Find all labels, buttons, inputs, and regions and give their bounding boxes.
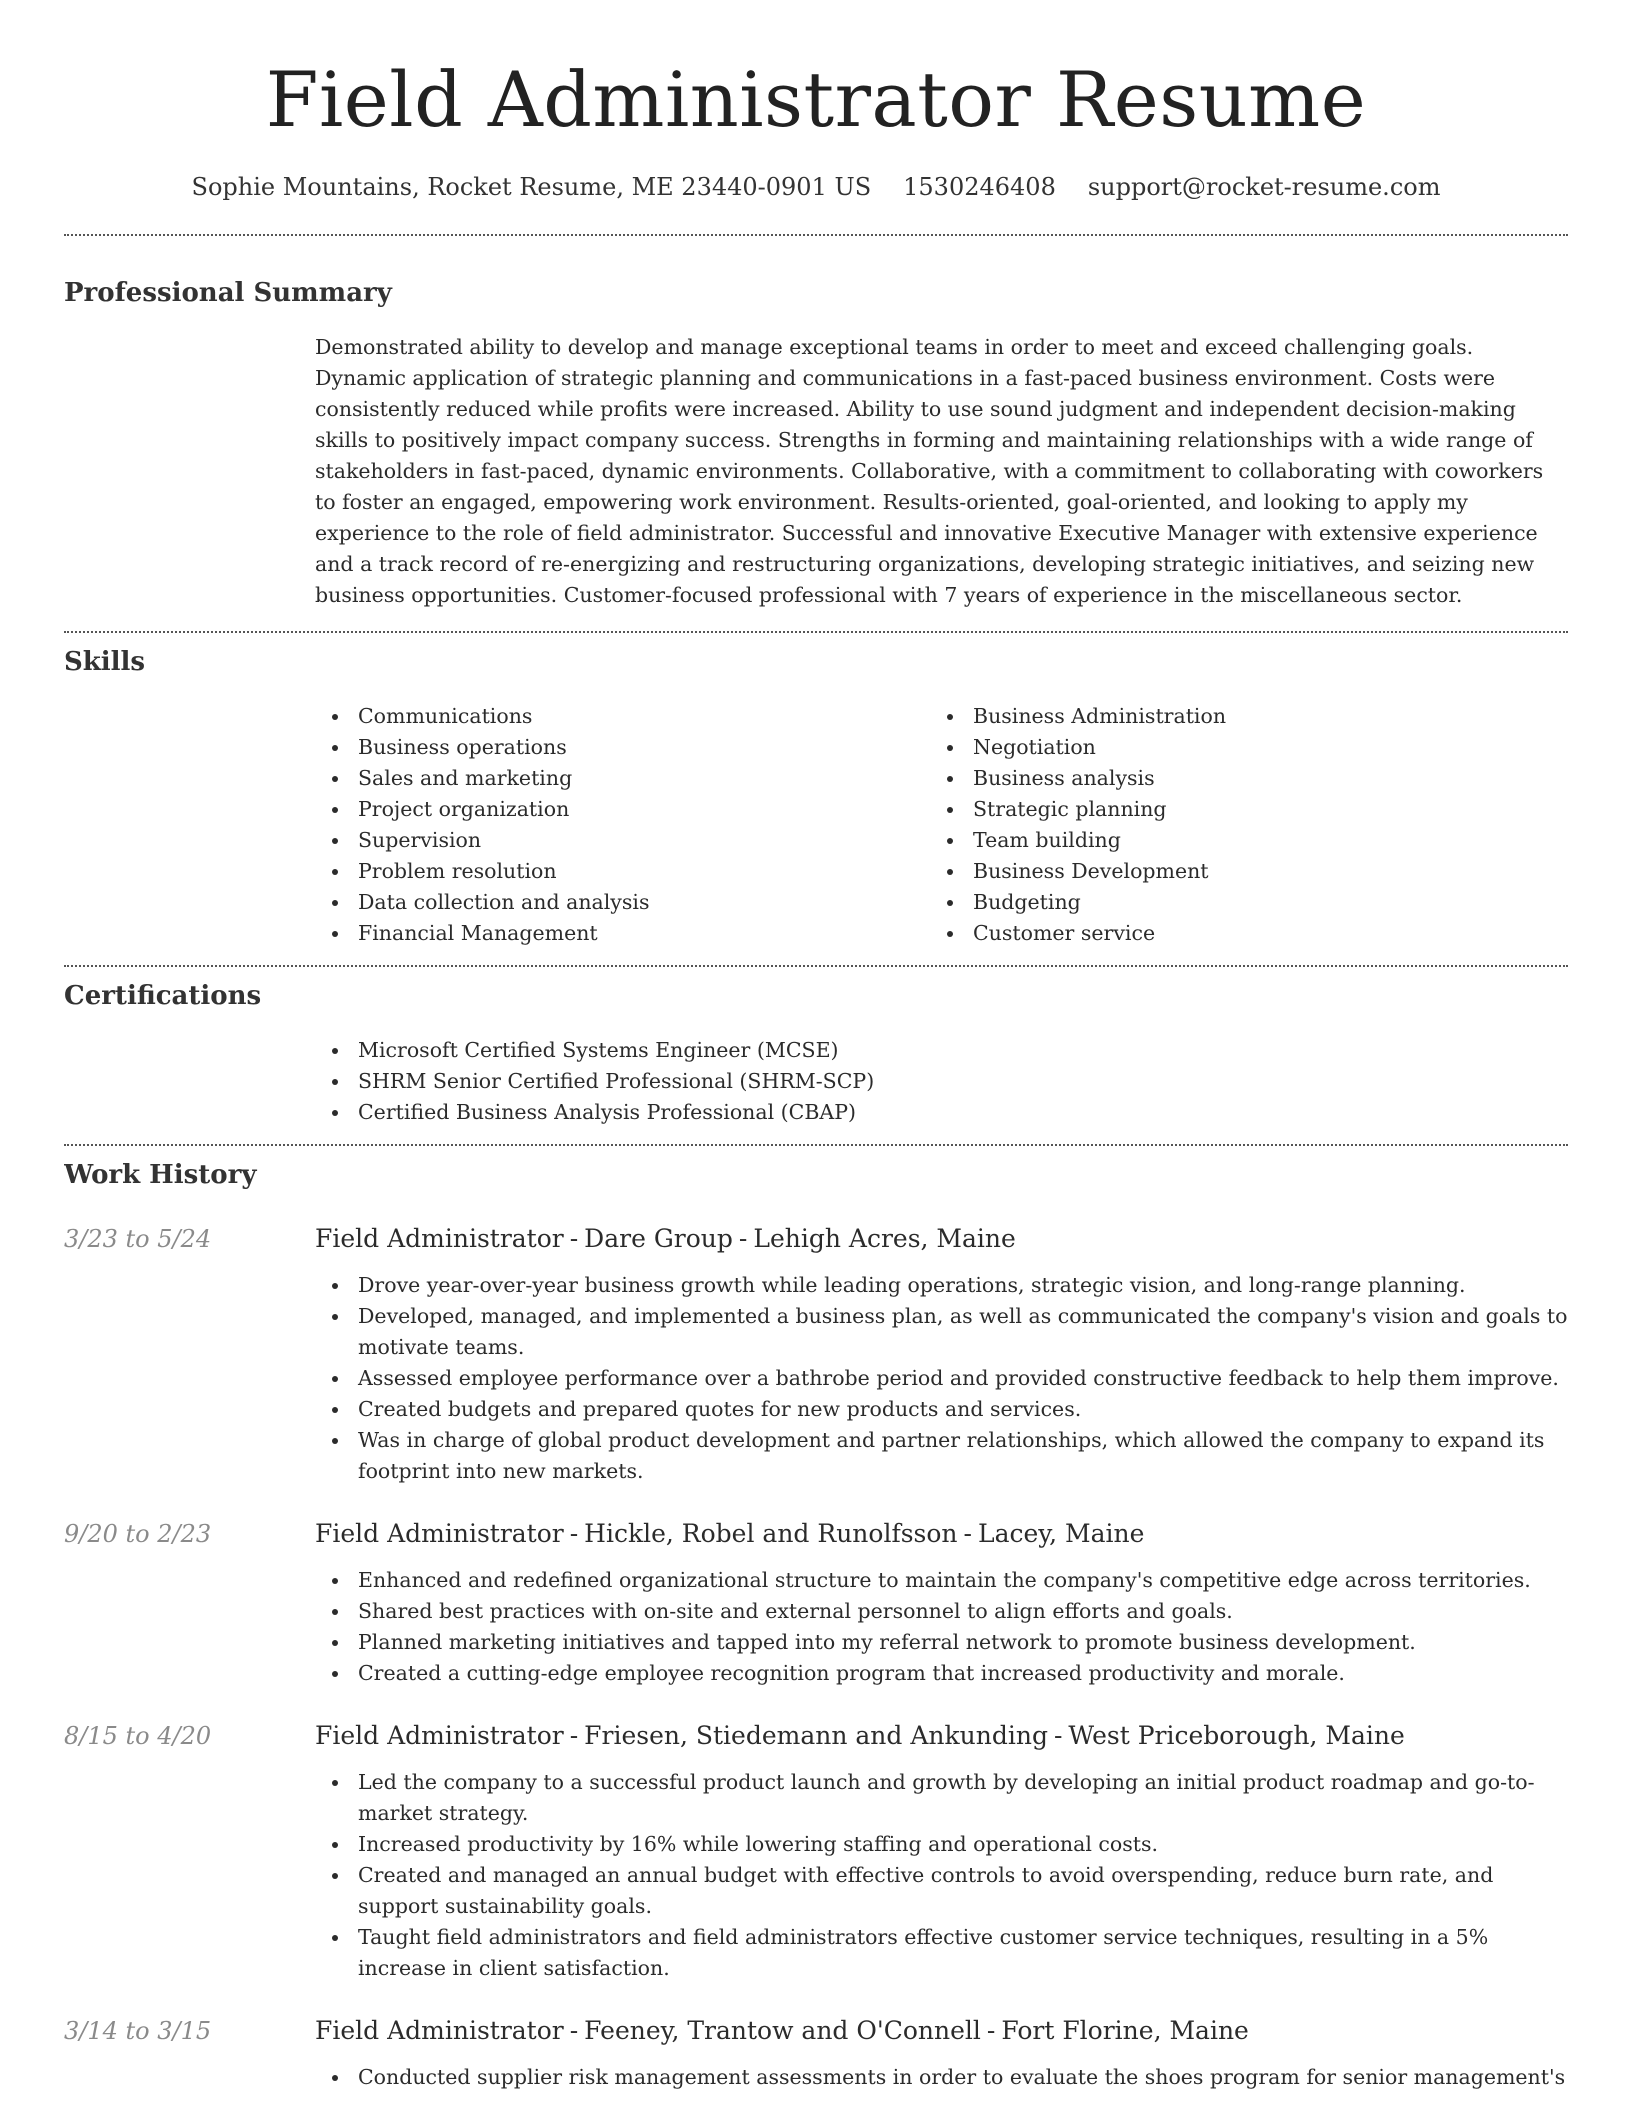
job-entry bbox=[64, 1222, 1568, 1487]
job-title bbox=[315, 1719, 1405, 1753]
skill-item: Budgeting bbox=[930, 887, 1568, 918]
job-title-separator: - bbox=[986, 2016, 996, 2045]
job-bullet-list bbox=[315, 1767, 1568, 1984]
job-title-separator: - bbox=[569, 2016, 579, 2045]
skills-list bbox=[315, 701, 1568, 949]
job-dates: 9/20 to 2/23 bbox=[64, 1520, 212, 1548]
section-title-certifications: Certifications bbox=[64, 981, 262, 1011]
summary-text: Demonstrated ability to develop and manage exceptional teams in order to meet and exceed challenging goals. Dynamic application of strategic planning and communications in a fast-paced business environment. Costs were consistently reduced while profits were increased. Ability to use sound judgment and independent decision-making skills to positively impact company success. Strengths in forming and maintaining relationships with a wide range of stakeholders in fast-paced, dynamic environments. Collaborative, with a commitment to collaborating with coworkers to foster an engaged, empowering work environment. Results-oriented, goal-oriented, and looking to apply my experience to the role of field administrator. Successful and innovative Executive Manager with extensive experience and a track record of re-energizing and restructuring organizations, developing strategic initiatives, and seizing new business opportunities. Customer-focused professional with 7 years of experience in the miscellaneous sector. bbox=[315, 335, 1544, 607]
job-bullet: Developed, managed, and implemented a business plan, as well as communicated the company's vision and goals to motivate teams. bbox=[315, 1301, 1568, 1363]
job-bullet: Shared best practices with on-site and external personnel to align efforts and goals. bbox=[315, 1596, 1568, 1627]
job-location: Lacey, Maine bbox=[977, 1519, 1145, 1548]
certification-item: SHRM Senior Certified Professional (SHRM-SCP) bbox=[315, 1066, 1568, 1097]
job-bullet: Led the company to a successful product launch and growth by developing an initial product roadmap and go-to-market strategy. bbox=[315, 1767, 1568, 1829]
skill-item: Business operations bbox=[315, 732, 930, 763]
skill-item: Strategic planning bbox=[930, 794, 1568, 825]
job-bullet: Created and managed an annual budget with effective controls to avoid overspending, reduce burn rate, and support sustainability goals. bbox=[315, 1860, 1568, 1922]
contact-address: Sophie Mountains, Rocket Resume, ME 23440-0901 US bbox=[191, 173, 872, 201]
work-history-section bbox=[64, 1158, 1568, 2093]
certification-item: Microsoft Certified Systems Engineer (MCSE) bbox=[315, 1035, 1568, 1066]
contact-email: support@rocket-resume.com bbox=[1087, 173, 1441, 201]
job-title-separator: - bbox=[569, 1519, 579, 1548]
job-dates: 8/15 to 4/20 bbox=[64, 1722, 212, 1750]
job-bullet: Created budgets and prepared quotes for new products and services. bbox=[315, 1394, 1568, 1425]
summary-section bbox=[64, 276, 1568, 611]
job-bullet-list bbox=[315, 1270, 1568, 1487]
job-dates: 3/14 to 3/15 bbox=[64, 2017, 212, 2045]
skill-item: Data collection and analysis bbox=[315, 887, 930, 918]
job-bullet: Enhanced and redefined organizational structure to maintain the company's competitive edge across territories. bbox=[315, 1565, 1568, 1596]
job-title bbox=[315, 2014, 1249, 2048]
resume-page bbox=[64, 0, 1568, 2112]
section-divider bbox=[64, 234, 1568, 236]
job-role: Field Administrator bbox=[315, 1519, 564, 1548]
job-header bbox=[64, 1222, 1568, 1256]
section-divider bbox=[64, 631, 1568, 633]
job-company: Friesen, Stiedemann and Ankunding bbox=[584, 1721, 1048, 1750]
job-company: Hickle, Robel and Runolfsson bbox=[584, 1519, 958, 1548]
work-history-list bbox=[64, 1222, 1568, 2093]
job-title-separator: - bbox=[569, 1224, 579, 1253]
job-location: Fort Florine, Maine bbox=[1001, 2016, 1249, 2045]
section-title-work-history: Work History bbox=[64, 1160, 257, 1190]
job-title bbox=[315, 1517, 1144, 1551]
job-title-separator: - bbox=[963, 1519, 972, 1548]
job-title-separator: - bbox=[1053, 1721, 1063, 1750]
job-title bbox=[315, 1222, 1016, 1256]
job-bullet: Created a cutting-edge employee recognition program that increased productivity and morale. bbox=[315, 1658, 1568, 1689]
job-role: Field Administrator bbox=[315, 1721, 564, 1750]
job-title-separator: - bbox=[738, 1224, 748, 1253]
skill-item: Business analysis bbox=[930, 763, 1568, 794]
skill-item: Supervision bbox=[315, 825, 930, 856]
job-entry bbox=[64, 1719, 1568, 1984]
section-divider bbox=[64, 1144, 1568, 1146]
job-dates: 3/23 to 5/24 bbox=[64, 1225, 212, 1253]
skills-column-left bbox=[315, 701, 930, 949]
job-company: Feeney, Trantow and O'Connell bbox=[584, 2016, 981, 2045]
skill-item: Business Development bbox=[930, 856, 1568, 887]
skills-section bbox=[64, 645, 1568, 949]
section-divider bbox=[64, 965, 1568, 967]
job-role: Field Administrator bbox=[315, 1224, 564, 1253]
section-title-summary: Professional Summary bbox=[64, 278, 392, 308]
section-title-skills: Skills bbox=[64, 647, 146, 677]
job-role: Field Administrator bbox=[315, 2016, 564, 2045]
job-header bbox=[64, 1517, 1568, 1551]
job-bullet: Was in charge of global product development and partner relationships, which allowed the company to expand its footprint into new markets. bbox=[315, 1425, 1568, 1487]
job-bullet: Planned marketing initiatives and tapped into my referral network to promote business development. bbox=[315, 1627, 1568, 1658]
job-location: Lehigh Acres, Maine bbox=[753, 1224, 1016, 1253]
certification-item: Certified Business Analysis Professional (CBAP) bbox=[315, 1097, 1568, 1128]
skill-item: Customer service bbox=[930, 918, 1568, 949]
job-header bbox=[64, 1719, 1568, 1753]
certifications-section bbox=[64, 979, 1568, 1128]
skill-item: Team building bbox=[930, 825, 1568, 856]
skill-item: Business Administration bbox=[930, 701, 1568, 732]
job-header bbox=[64, 2014, 1568, 2048]
job-bullet: Increased productivity by 16% while lowering staffing and operational costs. bbox=[315, 1829, 1568, 1860]
job-bullet-list bbox=[315, 2062, 1568, 2093]
skill-item: Project organization bbox=[315, 794, 930, 825]
skill-item: Communications bbox=[315, 701, 930, 732]
resume-title: Field Administrator Resume bbox=[265, 55, 1367, 144]
job-bullet: Assessed employee performance over a bathrobe period and provided constructive feedback to help them improve. bbox=[315, 1363, 1568, 1394]
skill-item: Sales and marketing bbox=[315, 763, 930, 794]
job-location: West Priceborough, Maine bbox=[1068, 1721, 1405, 1750]
skills-column-right bbox=[930, 701, 1568, 949]
job-bullet: Conducted supplier risk management assessments in order to evaluate the shoes program for senior management's bbox=[315, 2062, 1568, 2093]
skill-item: Problem resolution bbox=[315, 856, 930, 887]
job-entry bbox=[64, 2014, 1568, 2093]
job-company: Dare Group bbox=[584, 1224, 733, 1253]
skill-item: Negotiation bbox=[930, 732, 1568, 763]
job-bullet: Drove year-over-year business growth while leading operations, strategic vision, and long-range planning. bbox=[315, 1270, 1568, 1301]
job-title-separator: - bbox=[569, 1721, 579, 1750]
job-bullet-list bbox=[315, 1565, 1568, 1689]
certifications-list bbox=[315, 1035, 1568, 1128]
job-bullet: Taught field administrators and field administrators effective customer service techniques, resulting in a 5% increase in client satisfaction. bbox=[315, 1922, 1568, 1984]
job-entry bbox=[64, 1517, 1568, 1689]
contact-info bbox=[64, 170, 1568, 204]
skill-item: Financial Management bbox=[315, 918, 930, 949]
contact-phone: 1530246408 bbox=[903, 173, 1056, 201]
